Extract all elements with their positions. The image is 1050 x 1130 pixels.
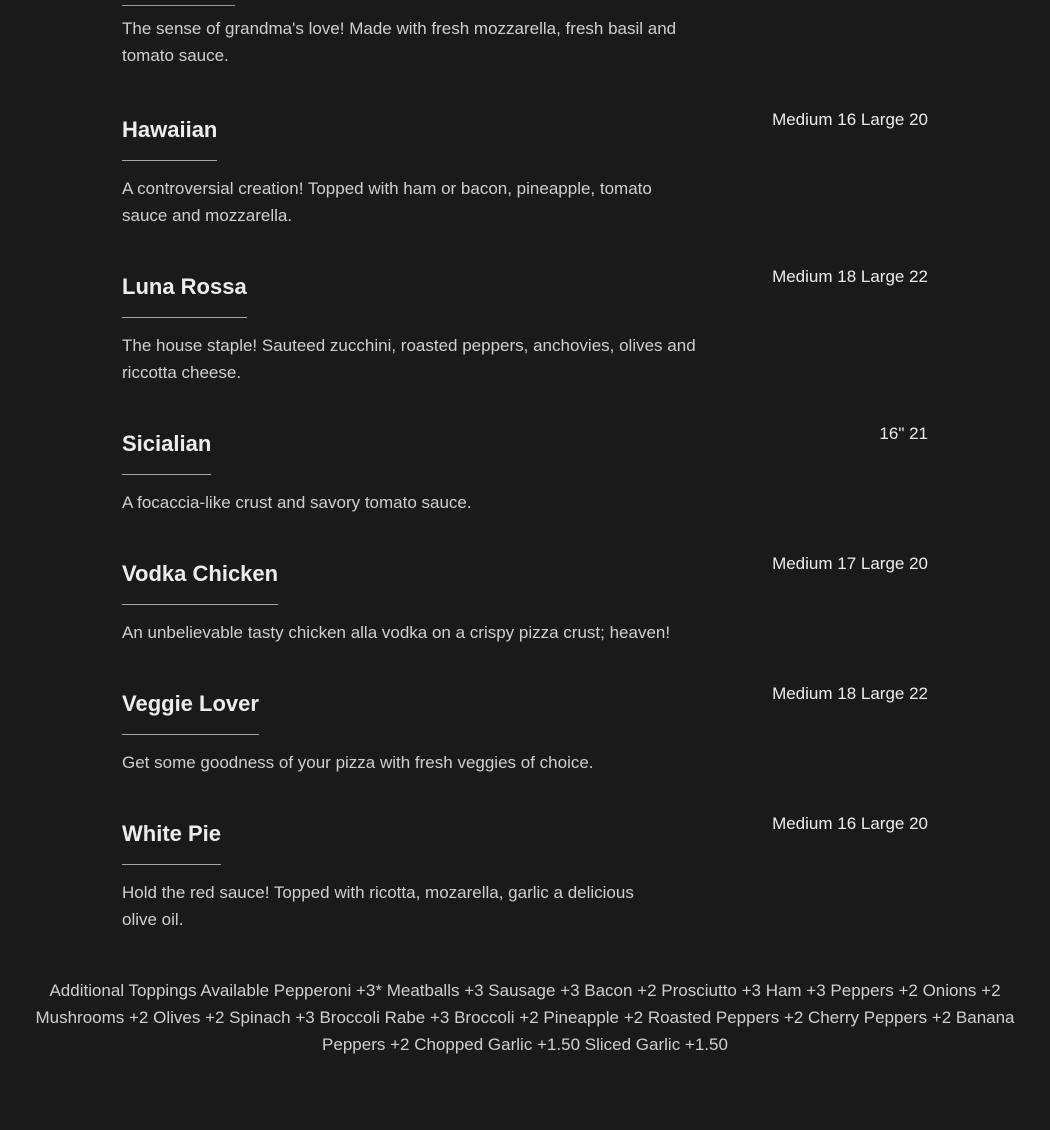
- item-description: Get some goodness of your pizza with fresh veggies of choice.: [122, 753, 594, 772]
- item-name: White Pie: [122, 819, 221, 865]
- menu-item-veggie-lover: [122, 684, 928, 776]
- menu-item-luna-rossa: [122, 267, 928, 386]
- item-name: Sicialian: [122, 429, 211, 475]
- item-name: Luna Rossa: [122, 272, 247, 318]
- item-price: Medium 18 Large 22: [772, 267, 928, 286]
- item-description: A controversial creation! Topped with ham or bacon, pineapple, tomato sauce and mozzarella.: [122, 179, 652, 225]
- item-price: Medium 17 Large 20: [772, 554, 928, 573]
- item-price: Medium 16 Large 20: [772, 814, 928, 833]
- additional-toppings: Additional Toppings Available Pepperoni +3* Meatballs +3 Sausage +3 Bacon +2 Prosciutto +3 Ham +3 Peppers +2 Onions +2 Mushrooms +2 Olives +2 Spinach +3 Broccoli Rabe +3 Broccoli +2 Pineapple +2 Roasted Peppers +2 Cherry Peppers +2 Banana Peppers +2 Chopped Garlic +1.50 Sliced Garlic +1.50: [35, 981, 1015, 1054]
- item-description: An unbelievable tasty chicken alla vodka on a crispy pizza crust; heaven!: [122, 623, 671, 642]
- item-price: Medium 18 Large 22: [772, 684, 928, 703]
- item-name: Hawaiian: [122, 115, 217, 161]
- menu-item-sicialian: [122, 424, 928, 516]
- item-description: Hold the red sauce! Topped with ricotta, mozarella, garlic a delicious olive oil.: [122, 883, 634, 929]
- menu-item-vodka-chicken: [122, 554, 928, 646]
- top-item-description: The sense of grandma's love! Made with fresh mozzarella, fresh basil and tomato sauce.: [122, 19, 677, 65]
- item-price: 16" 21: [879, 424, 928, 443]
- menu-item-white-pie: [122, 814, 928, 933]
- item-name: Vodka Chicken: [122, 559, 278, 605]
- item-description: A focaccia-like crust and savory tomato sauce.: [122, 493, 472, 512]
- top-item-rule: [122, 5, 235, 6]
- item-name: Veggie Lover: [122, 689, 259, 735]
- item-description: The house staple! Sauteed zucchini, roasted peppers, anchovies, olives and riccotta cheese.: [122, 336, 696, 382]
- item-price: Medium 16 Large 20: [772, 110, 928, 129]
- menu-item-hawaiian: [122, 110, 928, 229]
